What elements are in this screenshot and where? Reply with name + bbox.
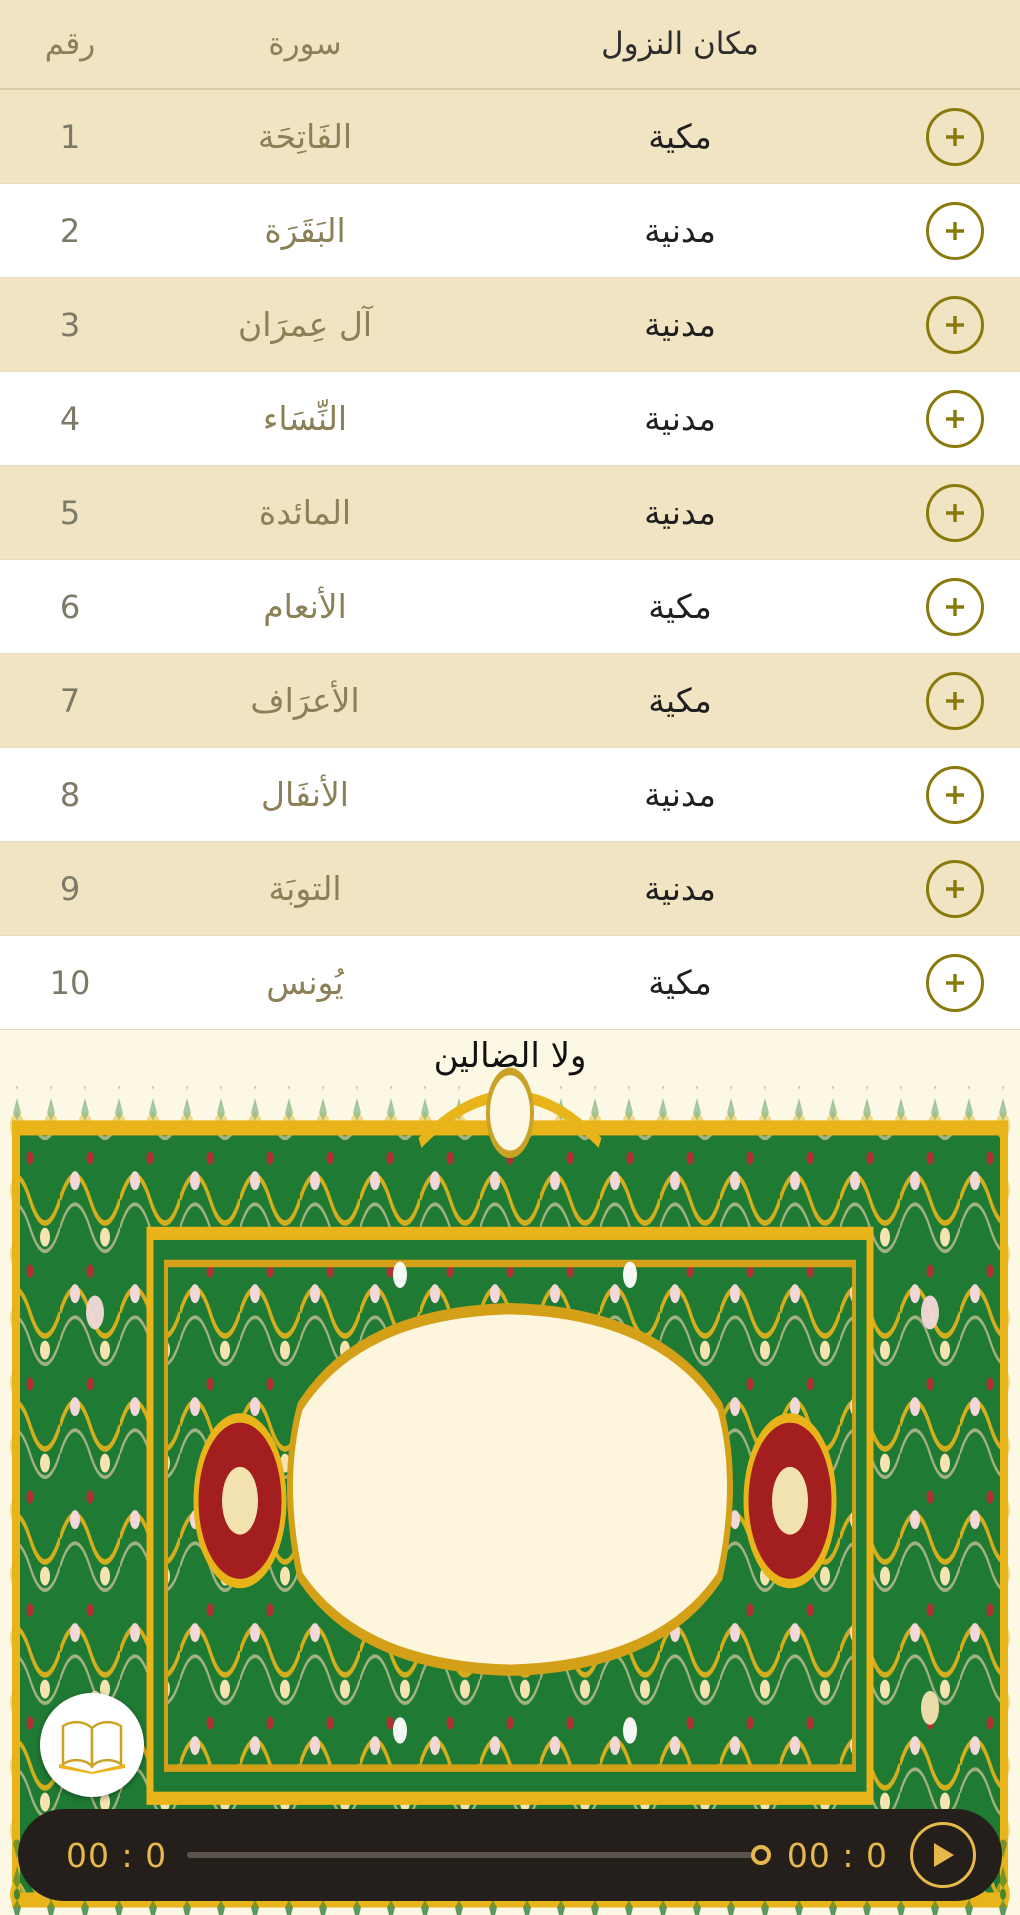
row-number: 1	[59, 117, 81, 156]
table-row[interactable]	[0, 560, 1020, 654]
add-surah-cell[interactable]	[890, 390, 1020, 448]
plus-icon[interactable]	[926, 672, 984, 730]
ayah-text: ولا الضالين	[433, 1036, 587, 1076]
table-row[interactable]	[0, 278, 1020, 372]
plus-icon[interactable]	[926, 860, 984, 918]
table-row[interactable]	[0, 184, 1020, 278]
header-number: رقم	[44, 26, 96, 62]
plus-icon[interactable]	[926, 578, 984, 636]
add-surah-cell[interactable]	[890, 954, 1020, 1012]
add-surah-cell[interactable]	[890, 202, 1020, 260]
plus-icon[interactable]	[926, 202, 984, 260]
row-number: 10	[49, 963, 91, 1002]
row-number: 9	[59, 869, 81, 908]
add-surah-cell[interactable]	[890, 578, 1020, 636]
row-place: مدنية	[644, 211, 716, 250]
quran-page-artwork[interactable]	[0, 1030, 1020, 1915]
row-surah-name: المائدة	[258, 493, 352, 532]
row-surah-name: النِّسَاء	[262, 399, 348, 438]
audio-player-bar[interactable]	[18, 1809, 1002, 1901]
add-surah-cell[interactable]	[890, 484, 1020, 542]
table-row[interactable]	[0, 748, 1020, 842]
quran-book-icon[interactable]	[40, 1693, 144, 1797]
row-number: 4	[59, 399, 81, 438]
row-number: 3	[59, 305, 81, 344]
row-surah-name: التوبَة	[268, 869, 342, 908]
row-place: مدنية	[644, 775, 716, 814]
seek-slider[interactable]	[187, 1852, 767, 1858]
surah-list	[0, 90, 1020, 1030]
table-row[interactable]	[0, 842, 1020, 936]
table-row[interactable]	[0, 936, 1020, 1030]
add-surah-cell[interactable]	[890, 860, 1020, 918]
plus-icon[interactable]	[926, 296, 984, 354]
row-place: مدنية	[644, 399, 716, 438]
row-place: مكية	[648, 963, 712, 1002]
header-surah-name: سورة	[268, 26, 342, 62]
row-number: 2	[59, 211, 81, 250]
add-surah-cell[interactable]	[890, 108, 1020, 166]
table-header	[0, 0, 1020, 90]
total-time: 0 : 00	[66, 1835, 168, 1875]
plus-icon[interactable]	[926, 766, 984, 824]
table-row[interactable]	[0, 654, 1020, 748]
plus-icon[interactable]	[926, 954, 984, 1012]
row-surah-name: آل عِمرَان	[237, 305, 372, 344]
table-row[interactable]	[0, 372, 1020, 466]
row-number: 7	[59, 681, 81, 720]
row-place: مكية	[648, 117, 712, 156]
illuminated-frame-svg	[0, 1030, 1020, 1915]
row-number: 6	[59, 587, 81, 626]
table-row[interactable]	[0, 466, 1020, 560]
table-row[interactable]	[0, 90, 1020, 184]
plus-icon[interactable]	[926, 390, 984, 448]
plus-icon[interactable]	[926, 108, 984, 166]
row-surah-name: الأعرَاف	[250, 681, 360, 720]
row-number: 5	[59, 493, 81, 532]
header-place: مكان النزول	[601, 26, 759, 62]
plus-icon[interactable]	[926, 484, 984, 542]
seek-knob[interactable]	[751, 1845, 771, 1865]
current-time: 0 : 00	[786, 1835, 888, 1875]
add-surah-cell[interactable]	[890, 296, 1020, 354]
row-surah-name: الفَاتِحَة	[257, 117, 353, 156]
row-place: مدنية	[644, 869, 716, 908]
add-surah-cell[interactable]	[890, 672, 1020, 730]
row-place: مكية	[648, 681, 712, 720]
row-place: مكية	[648, 587, 712, 626]
add-surah-cell[interactable]	[890, 766, 1020, 824]
row-surah-name: الأنعام	[263, 587, 347, 626]
row-place: مدنية	[644, 493, 716, 532]
row-surah-name: يُونس	[266, 963, 344, 1002]
row-surah-name: الأنفَال	[261, 775, 349, 814]
row-number: 8	[59, 775, 81, 814]
row-surah-name: البَقَرَة	[264, 211, 346, 250]
row-place: مدنية	[644, 305, 716, 344]
play-icon[interactable]	[910, 1822, 976, 1888]
